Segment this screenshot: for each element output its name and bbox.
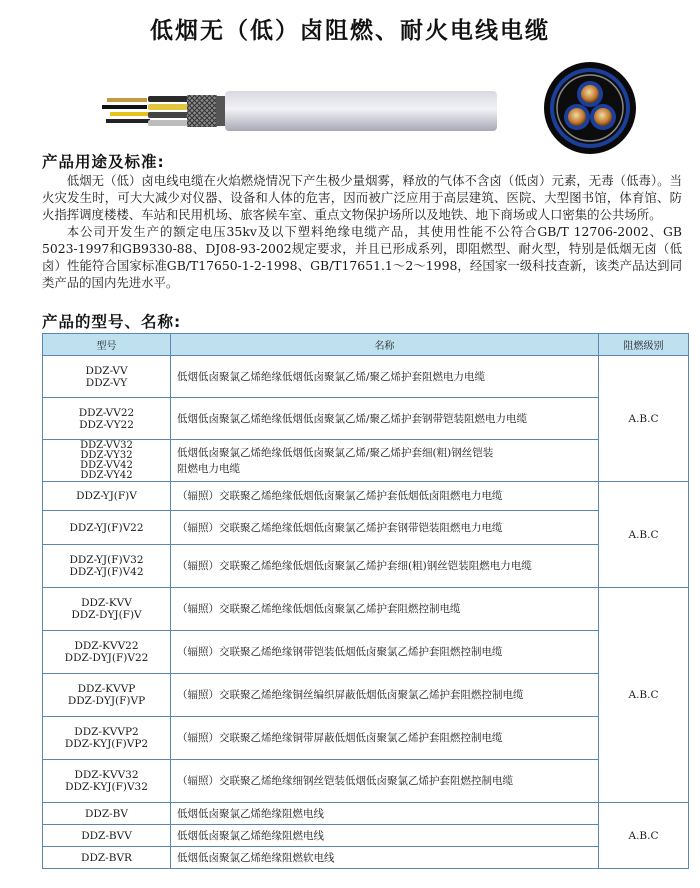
grade-cell: A.B.C: [599, 588, 689, 803]
model-cell: DDZ-YJ(F)V32 DDZ-YJ(F)V42: [43, 545, 171, 588]
model-cell: DDZ-BVR: [43, 847, 171, 869]
model-cell: DDZ-KVV DDZ-DYJ(F)V: [43, 588, 171, 631]
table-row: [43, 760, 689, 803]
grade-cell: A.B.C: [599, 803, 689, 869]
name-cell: （辐照）交联聚乙烯绝缘钢带铠装低烟低卤聚氯乙烯护套阻燃控制电缆: [171, 631, 599, 674]
header-grade: 阻燃级别: [599, 334, 689, 356]
model-cell: DDZ-YJ(F)V22: [43, 511, 171, 545]
product-table: [42, 333, 689, 869]
header-model: 型号: [43, 334, 171, 356]
name-cell: 低烟低卤聚氯乙烯绝缘低烟低卤聚氯乙烯/聚乙烯护套细(粗)钢丝铠装 阻燃电力电缆: [171, 440, 599, 482]
model-cell: DDZ-VV DDZ-VY: [43, 356, 171, 398]
name-cell: （辐照）交联聚乙烯绝缘低烟低卤聚氯乙烯护套阻燃控制电缆: [171, 588, 599, 631]
page-title: 低烟无（低）卤阻燃、耐火电线电缆: [150, 18, 550, 44]
name-cell: （辐照）交联聚乙烯绝缘低烟低卤聚氯乙烯护套钢带铠装阻燃电力电缆: [171, 511, 599, 545]
model-cell: DDZ-KVV22 DDZ-DYJ(F)V22: [43, 631, 171, 674]
grade-cell: A.B.C: [599, 482, 689, 588]
usage-text: [42, 172, 682, 291]
table-row: [43, 511, 689, 545]
table-row: [43, 631, 689, 674]
model-cell: DDZ-KVV32 DDZ-KYJ(F)V32: [43, 760, 171, 803]
table-row: [43, 440, 689, 482]
table-row: [43, 482, 689, 511]
usage-paragraph-2: 本公司开发生产的额定电压35kv及以下塑料绝缘电缆产品，其使用性能不公符合GB/T 12706-2002、GB 5023-1997和GB9330-88、DJ08-93-2002规定要求，并且已形成系列，即阻燃型、耐火型，特别是低烟无卤（低卤）性能符合国家标准GB/T17650-1-2-1998、GB/T17651.1～2～1998，经国家一级科技查新，该类产品达到同类产品的国内先进水平。: [42, 224, 682, 290]
model-cell: DDZ-YJ(F)V: [43, 482, 171, 511]
name-cell: 低烟低卤聚氯乙烯绝缘阻燃软电线: [171, 847, 599, 869]
table-row: [43, 717, 689, 760]
name-cell: （辐照）交联聚乙烯绝缘细钢丝铠装低烟低卤聚氯乙烯护套阻燃控制电缆: [171, 760, 599, 803]
model-cell: DDZ-VV22 DDZ-VY22: [43, 398, 171, 440]
table-row: [43, 825, 689, 847]
name-cell: （辐照）交联聚乙烯绝缘铜丝编织屏蔽低烟低卤聚氯乙烯护套阻燃控制电缆: [171, 674, 599, 717]
name-cell: （辐照）交联聚乙烯绝缘低烟低卤聚氯乙烯护套细(粗)钢丝铠装阻燃电力电缆: [171, 545, 599, 588]
model-cell: DDZ-KVVP DDZ-DYJ(F)VP: [43, 674, 171, 717]
product-images: [92, 58, 692, 158]
name-cell: （辐照）交联聚乙烯绝缘铜带屏蔽低烟低卤聚氯乙烯护套阻燃控制电缆: [171, 717, 599, 760]
name-cell: （辐照）交联聚乙烯绝缘低烟低卤聚氯乙烯护套低烟低卤阻燃电力电缆: [171, 482, 599, 511]
model-cell: DDZ-KVVP2 DDZ-KYJ(F)VP2: [43, 717, 171, 760]
table-row: [43, 545, 689, 588]
grade-cell: A.B.C: [599, 356, 689, 482]
table-row: [43, 803, 689, 825]
header-name: 名称: [171, 334, 599, 356]
name-cell: 低烟低卤聚氯乙烯绝缘阻燃电线: [171, 803, 599, 825]
table-row: [43, 398, 689, 440]
stripped-cable-photo: [102, 91, 497, 131]
usage-paragraph-1: 低烟无（低）卤电线电缆在火焰燃烧情况下产生极少量烟雾，释放的气体不含卤（低卤）元素，无毒（低毒）。当火灾发生时，可大大减少对仪器、设备和人体的危害，因而被广泛应用于高层建筑、医院、大型图书馆，体育馆、防火指挥调度楼楼、车站和民用机场、旅客候车室、重点文物保护场所以及地铁、地下商场或人口密集的公共场所。: [42, 173, 682, 222]
model-cell: DDZ-VV32 DDZ-VY32 DDZ-VV42 DDZ-VY42: [43, 440, 171, 482]
model-cell: DDZ-BV: [43, 803, 171, 825]
cable-cross-section-photo: [544, 62, 636, 154]
models-heading: 产品的型号、名称:: [42, 313, 182, 331]
model-cell: DDZ-BVV: [43, 825, 171, 847]
name-cell: 低烟低卤聚氯乙烯绝缘低烟低卤聚氯乙烯/聚乙烯护套阻燃电力电缆: [171, 356, 599, 398]
table-row: [43, 356, 689, 398]
table-row: [43, 674, 689, 717]
table-header-row: [43, 334, 689, 356]
name-cell: 低烟低卤聚氯乙烯绝缘阻燃电线: [171, 825, 599, 847]
usage-heading: 产品用途及标准:: [42, 153, 165, 171]
table-row: [43, 847, 689, 869]
name-cell: 低烟低卤聚氯乙烯绝缘低烟低卤聚氯乙烯/聚乙烯护套钢带铠装阻燃电力电缆: [171, 398, 599, 440]
table-row: [43, 588, 689, 631]
